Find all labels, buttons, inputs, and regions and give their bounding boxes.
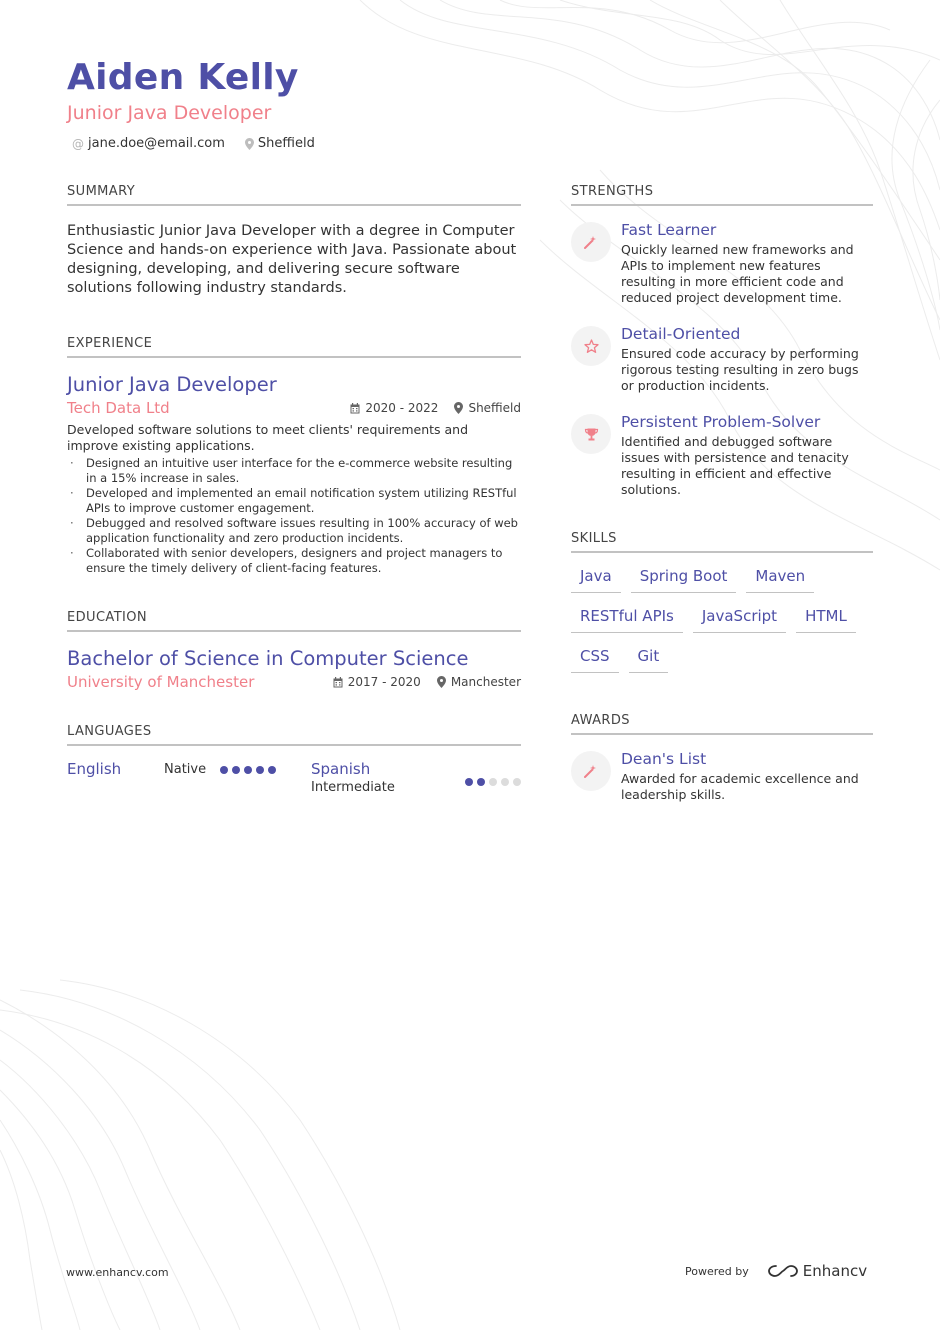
- experience-role: Junior Java Developer: [67, 373, 277, 396]
- award-title: Dean's List: [621, 750, 707, 768]
- experience-description: Developed software solutions to meet clients' requirements and improve existing applications.: [67, 422, 469, 453]
- education-meta-row: [67, 672, 521, 692]
- powered-by-label: Powered by: [685, 1264, 749, 1278]
- email-text: jane.doe@email.com: [88, 136, 225, 151]
- email-contact[interactable]: [72, 136, 225, 151]
- skill-tag: RESTful APIs: [571, 603, 683, 633]
- proficiency-dot-filled: [465, 778, 473, 786]
- contact-info: [67, 136, 887, 151]
- proficiency-dot-filled: [232, 766, 240, 774]
- summary-section: [67, 184, 521, 298]
- language-name: Spanish: [311, 760, 371, 778]
- education-heading: EDUCATION: [67, 610, 521, 632]
- strength-description: Quickly learned new frameworks and APIs to implement new features resulting in more efficient code and reduced project development time.: [621, 242, 854, 305]
- calendar-icon: [350, 403, 360, 414]
- strength-item: [571, 324, 873, 394]
- education-location: [437, 675, 521, 689]
- proficiency-dot-empty: [501, 778, 509, 786]
- experience-bullet: · Collaborated with senior developers, designers and project managers to ensure the timely delivery of client-facing features.: [67, 546, 521, 576]
- education-section: [67, 610, 521, 692]
- awards-heading: AWARDS: [571, 713, 873, 735]
- education-dates: [333, 675, 421, 689]
- skill-tag: HTML: [796, 603, 856, 633]
- footer-website[interactable]: www.enhancv.com: [66, 1266, 169, 1279]
- summary-text: Enthusiastic Junior Java Developer with a degree in Computer Science and hands-on experience with Java. Passionate about designing, developing, and delivering secure software solutions following industry standards.: [67, 223, 517, 296]
- right-column: [571, 184, 873, 803]
- language-item: [67, 760, 294, 797]
- award-item: [571, 749, 873, 803]
- resume-header: [67, 56, 887, 151]
- languages-heading: LANGUAGES: [67, 724, 521, 746]
- summary-heading: SUMMARY: [67, 184, 521, 206]
- experience-location: [454, 401, 521, 415]
- proficiency-dot-empty: [513, 778, 521, 786]
- awards-section: [571, 713, 873, 803]
- trophy-icon: [571, 414, 611, 454]
- wand-icon: [571, 751, 611, 791]
- language-level: Native: [164, 762, 207, 777]
- strength-title: Detail-Oriented: [621, 325, 741, 343]
- skill-tag: CSS: [571, 643, 619, 673]
- skill-tag: Git: [629, 643, 669, 673]
- strength-body: [621, 412, 873, 498]
- strength-title: Persistent Problem-Solver: [621, 413, 821, 431]
- strength-description: Identified and debugged software issues with persistence and tenacity resulting in efficient and effective solutions.: [621, 434, 849, 497]
- language-text-group: [67, 760, 206, 797]
- strength-item: [571, 412, 873, 498]
- skill-tag: Spring Boot: [631, 563, 737, 593]
- brand-name: Enhancv: [802, 1262, 868, 1280]
- strength-body: [621, 220, 873, 306]
- skills-section: [571, 531, 873, 673]
- strength-body: [621, 324, 873, 394]
- skills-heading: SKILLS: [571, 531, 873, 553]
- enhancv-logo-icon: [767, 1263, 799, 1279]
- experience-company: Tech Data Ltd: [67, 399, 170, 417]
- award-description: Awarded for academic excellence and leadership skills.: [621, 771, 859, 802]
- location-pin-icon: [454, 402, 463, 414]
- skills-list: [571, 563, 873, 673]
- experience-dates: [350, 401, 438, 415]
- language-proficiency-dots: [465, 778, 521, 786]
- enhancv-logo[interactable]: [767, 1262, 867, 1280]
- left-column: [67, 184, 521, 797]
- location-text: Sheffield: [257, 136, 315, 151]
- skill-tag: Maven: [746, 563, 814, 593]
- star-icon: [571, 326, 611, 366]
- experience-meta: [350, 401, 521, 415]
- strength-item: [571, 220, 873, 306]
- language-proficiency-dots: [220, 760, 276, 779]
- languages-list: [67, 760, 521, 797]
- proficiency-dot-filled: [220, 766, 228, 774]
- education-meta: [333, 675, 521, 689]
- experience-bullets: [67, 456, 521, 576]
- strength-description: Ensured code accuracy by performing rigorous testing resulting in zero bugs or production incidents.: [621, 346, 859, 393]
- education-degree: Bachelor of Science in Computer Science: [67, 647, 469, 670]
- candidate-title: Junior Java Developer: [67, 102, 272, 124]
- education-dates-text: 2017 - 2020: [347, 675, 421, 689]
- education-location-text: Manchester: [450, 675, 521, 689]
- language-text-group: [311, 760, 395, 797]
- experience-section: [67, 336, 521, 576]
- language-item: [294, 760, 521, 797]
- wand-icon: [571, 222, 611, 262]
- experience-bullet: · Designed an intuitive user interface for the e-commerce website resulting in a 15% increase in sales.: [67, 456, 521, 486]
- language-level: Intermediate: [311, 780, 395, 795]
- skill-tag: Java: [571, 563, 621, 593]
- strengths-heading: STRENGTHS: [571, 184, 873, 206]
- education-school: University of Manchester: [67, 673, 255, 691]
- at-icon: @: [72, 136, 84, 151]
- strengths-section: [571, 184, 873, 498]
- experience-meta-row: [67, 398, 521, 418]
- location-pin-icon: [437, 676, 446, 688]
- proficiency-dot-empty: [489, 778, 497, 786]
- location-pin-icon: [245, 138, 254, 150]
- proficiency-dot-filled: [477, 778, 485, 786]
- proficiency-dot-filled: [244, 766, 252, 774]
- languages-section: [67, 724, 521, 797]
- experience-dates-text: 2020 - 2022: [365, 401, 439, 415]
- location-contact: [245, 136, 315, 151]
- strength-title: Fast Learner: [621, 221, 717, 239]
- experience-bullet: · Developed and implemented an email notification system utilizing RESTful APIs to improve customer engagement.: [67, 486, 521, 516]
- candidate-name: Aiden Kelly: [67, 57, 299, 98]
- experience-location-text: Sheffield: [468, 401, 521, 415]
- award-body: [621, 749, 873, 803]
- language-name: English: [67, 760, 122, 778]
- proficiency-dot-filled: [256, 766, 264, 774]
- skill-tag: JavaScript: [693, 603, 786, 633]
- experience-heading: EXPERIENCE: [67, 336, 521, 358]
- experience-bullet: · Debugged and resolved software issues resulting in 100% accuracy of web application functionality and zero production incidents.: [67, 516, 521, 546]
- footer-branding: [685, 1262, 867, 1280]
- calendar-icon: [333, 677, 343, 688]
- proficiency-dot-filled: [268, 766, 276, 774]
